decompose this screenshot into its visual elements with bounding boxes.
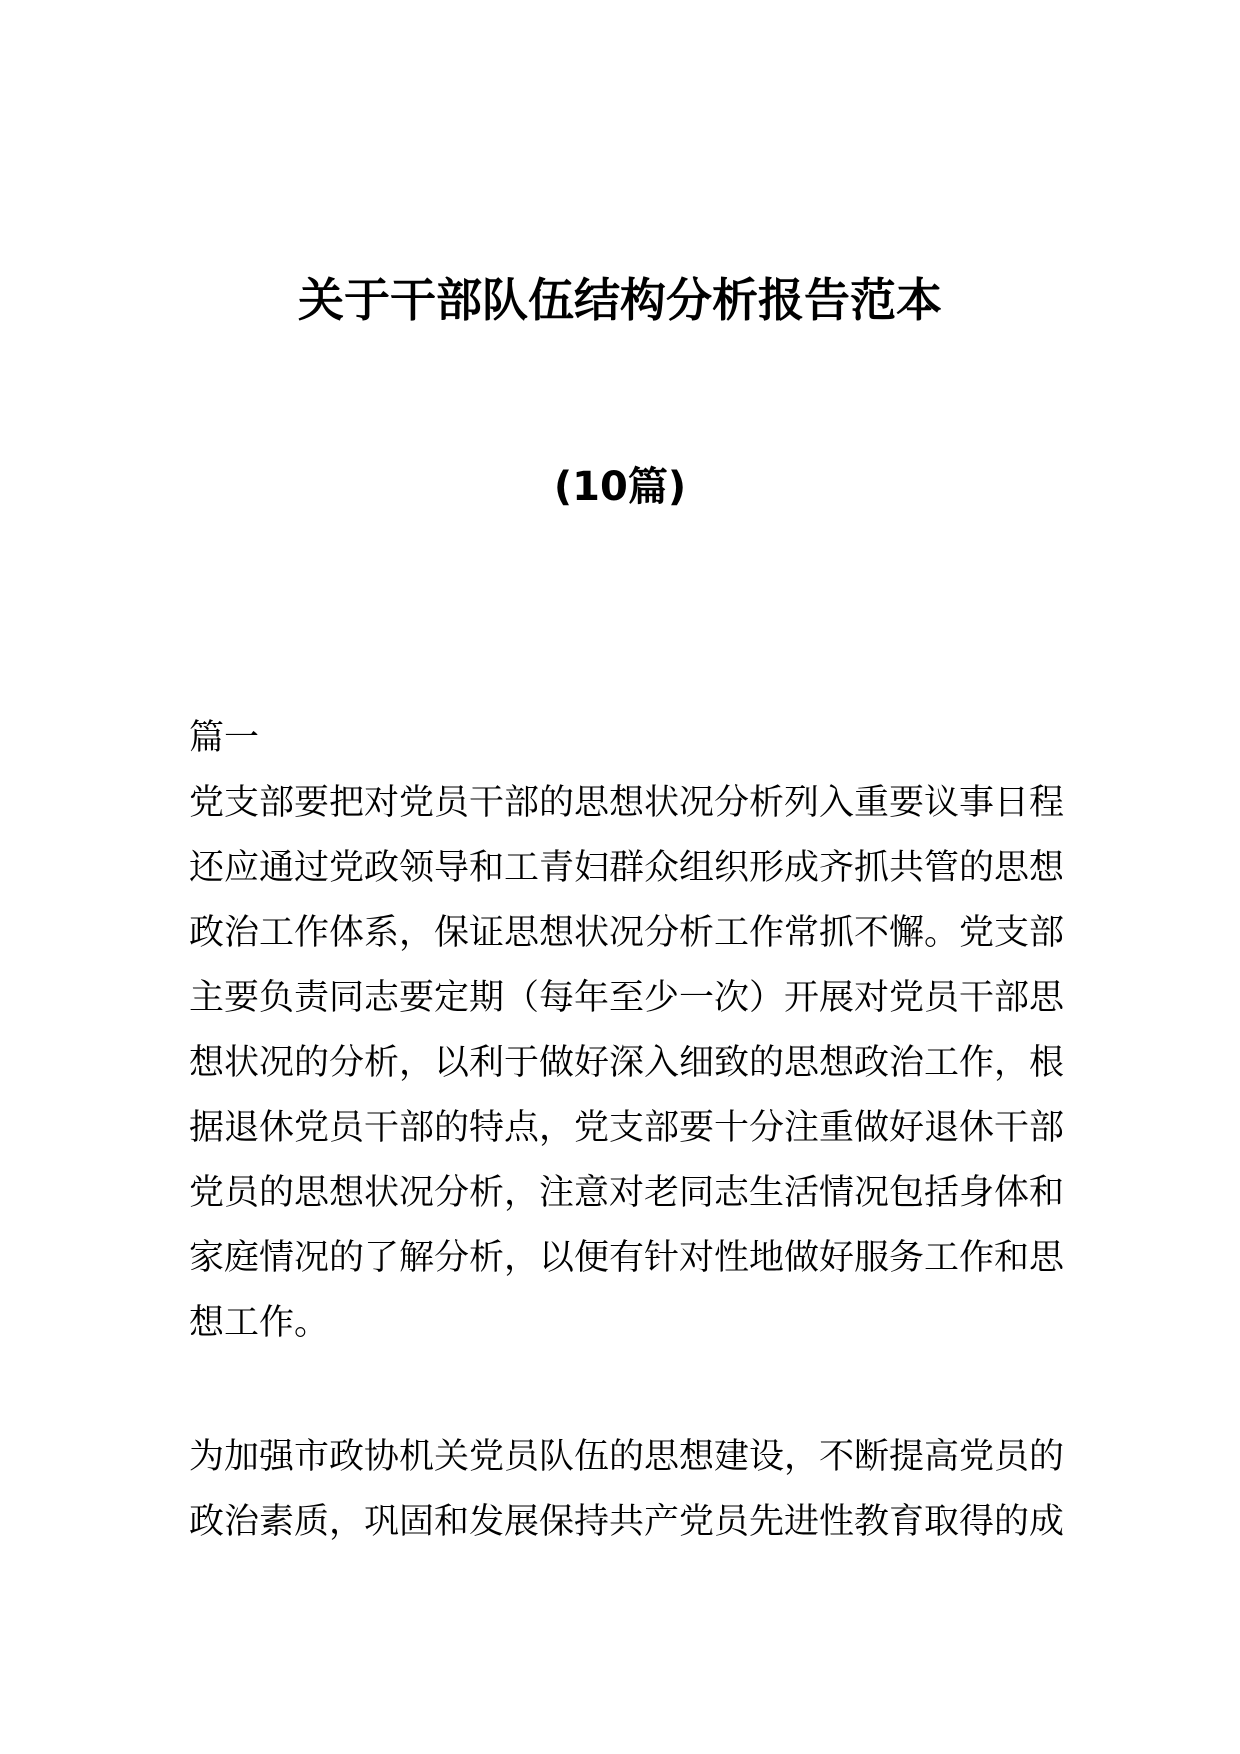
paragraph-line: 为加强市政协机关党员队伍的思想建设，不断提高党员的 (189, 1437, 1065, 1477)
paragraph-line: 家庭情况的了解分析，以便有针对性地做好服务工作和思 (189, 1238, 1065, 1278)
paragraph-line: 想状况的分析，以利于做好深入细致的思想政治工作，根 (189, 1043, 1065, 1083)
paragraph-line: 政治工作体系，保证思想状况分析工作常抓不懈。党支部 (189, 913, 1065, 953)
paragraph-line: 还应通过党政领导和工青妇群众组织形成齐抓共管的思想 (189, 848, 1065, 888)
document-subtitle: (10篇) (553, 464, 687, 510)
section-2 (189, 1425, 1065, 1555)
paragraph-line: 想工作。 (189, 1303, 330, 1343)
section-1 (189, 706, 1065, 1356)
paragraph-line: 主要负责同志要定期（每年至少一次）开展对党员干部思 (189, 978, 1065, 1018)
paragraph-line: 党支部要把对党员干部的思想状况分析列入重要议事日程 (189, 783, 1065, 823)
paragraph-line: 党员的思想状况分析，注意对老同志生活情况包括身体和 (189, 1173, 1065, 1213)
document-title: 关于干部队伍结构分析报告范本 (298, 273, 942, 327)
section-heading: 篇一 (189, 718, 260, 758)
paragraph-line: 据退休党员干部的特点，党支部要十分注重做好退休干部 (189, 1108, 1065, 1148)
paragraph-line: 政治素质，巩固和发展保持共产党员先进性教育取得的成 (189, 1502, 1065, 1542)
